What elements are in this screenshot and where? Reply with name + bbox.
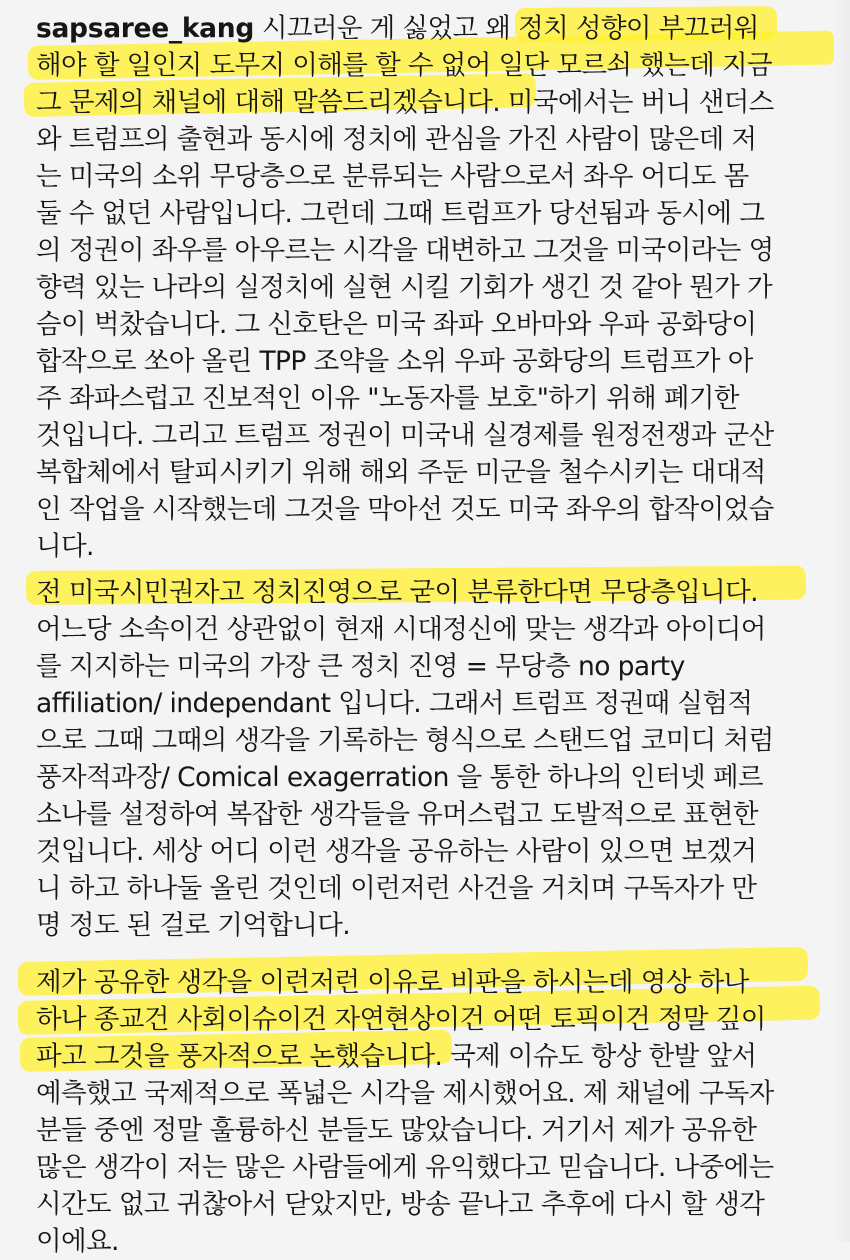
caption-line: 둘 수 없던 사람입니다. 그런데 그때 트럼프가 당선됨과 동시에 그 (36, 198, 765, 229)
caption-line: 합작으로 쏘아 올린 TPP 조약을 소위 우파 공화당의 트럼프가 아 (36, 346, 753, 377)
caption-line: 풍자적과장/ Comical exagerration 을 통한 하나의 인터넷 페르 (36, 762, 763, 793)
scrollbar-track[interactable] (834, 0, 850, 1242)
caption-line: 인 작업을 시작했는데 그것을 막아선 것도 미국 좌우의 합작이었습 (36, 494, 774, 525)
caption-line: 파고 그것을 풍자적으로 논했습니다. 국제 이슈도 항상 한발 앞서 (36, 1041, 757, 1072)
caption-line: 어느당 소속이건 상관없이 현재 시대정신에 맞는 생각과 아이디어 (36, 614, 766, 645)
caption-text: 시끄러운 게 싫었고 왜 정치 성향이 부끄러워 (254, 13, 759, 44)
caption-line: 를 지지하는 미국의 가장 큰 정치 진영 = 무당층 no party (36, 651, 685, 682)
caption-line: 예측했고 국제적으로 폭넓은 시각을 제시했어요. 제 채널에 구독자 (36, 1078, 774, 1109)
caption-line: 니 하고 하나둘 올린 것인데 이런저런 사건을 거치며 구독자가 만 (36, 873, 757, 904)
caption-line: 전 미국시민권자고 정치진영으로 굳이 분류한다면 무당층입니다. (36, 577, 758, 608)
caption-line: 으로 그때 그때의 생각을 기록하는 형식으로 스탠드업 코미디 처럼 (36, 725, 774, 756)
caption-line: 제가 공유한 생각을 이런저런 이유로 비판을 하시는데 영상 하나 (36, 967, 749, 998)
caption-line: 주 좌파스럽고 진보적인 이유 "노동자를 보호"하기 위해 폐기한 (36, 383, 739, 414)
caption-line: 향력 있는 나라의 실정치에 실현 시킬 기회가 생긴 것 같아 뭔가 가 (36, 272, 773, 303)
caption-line: 는 미국의 소위 무당층으로 분류되는 사람으로서 좌우 어디도 몸 (36, 161, 749, 192)
caption-line: 많은 생각이 저는 많은 사람들에게 유익했다고 믿습니다. 나중에는 (36, 1152, 774, 1183)
caption-line: 니다. (36, 531, 94, 562)
caption-line: 복합체에서 탈피시키기 위해 해외 주둔 미군을 철수시키는 대대적 (36, 457, 766, 488)
caption-line: 것입니다. 세상 어디 이런 생각을 공유하는 사람이 있으면 보겠거 (36, 836, 757, 867)
caption-line (36, 10, 759, 47)
caption-line: 슴이 벅찼습니다. 그 신호탄은 미국 좌파 오바마와 우파 공화당이 (36, 309, 757, 340)
caption-line: 분들 중엔 정말 훌륭하신 분들도 많았습니다. 거기서 제가 공유한 (36, 1115, 757, 1146)
caption-line: 그 문제의 채널에 대해 말씀드리겠습니다. 미국에서는 버니 샌더스 (36, 87, 774, 118)
caption-line: 이에요. (36, 1226, 119, 1257)
caption-line: 하나 종교건 사회이슈이건 자연현상이건 어떤 토픽이건 정말 깊이 (36, 1004, 766, 1035)
caption-line: 와 트럼프의 출현과 동시에 정치에 관심을 가진 사람이 많은데 저 (36, 124, 757, 155)
caption-line: affiliation/ independant 입니다. 그래서 트럼프 정권때 실험적 (36, 688, 753, 719)
caption-line: 소나를 설정하여 복잡한 생각들을 유머스럽고 도발적으로 표현한 (36, 799, 758, 830)
caption-line: 명 정도 된 걸로 기억합니다. (36, 910, 351, 941)
username-link[interactable]: sapsaree_kang (36, 13, 254, 44)
caption-line: 시간도 없고 귀찮아서 닫았지만, 방송 끝나고 추후에 다시 할 생각 (36, 1189, 765, 1220)
caption-line: 의 정권이 좌우를 아우르는 시각을 대변하고 그것을 미국이라는 영 (36, 235, 774, 266)
caption-line: 것입니다. 그리고 트럼프 정권이 미국내 실경제를 원정전쟁과 군산 (36, 420, 774, 451)
caption-line: 해야 할 일인지 도무지 이해를 할 수 없어 일단 모르쇠 했는데 지금 (36, 50, 773, 81)
